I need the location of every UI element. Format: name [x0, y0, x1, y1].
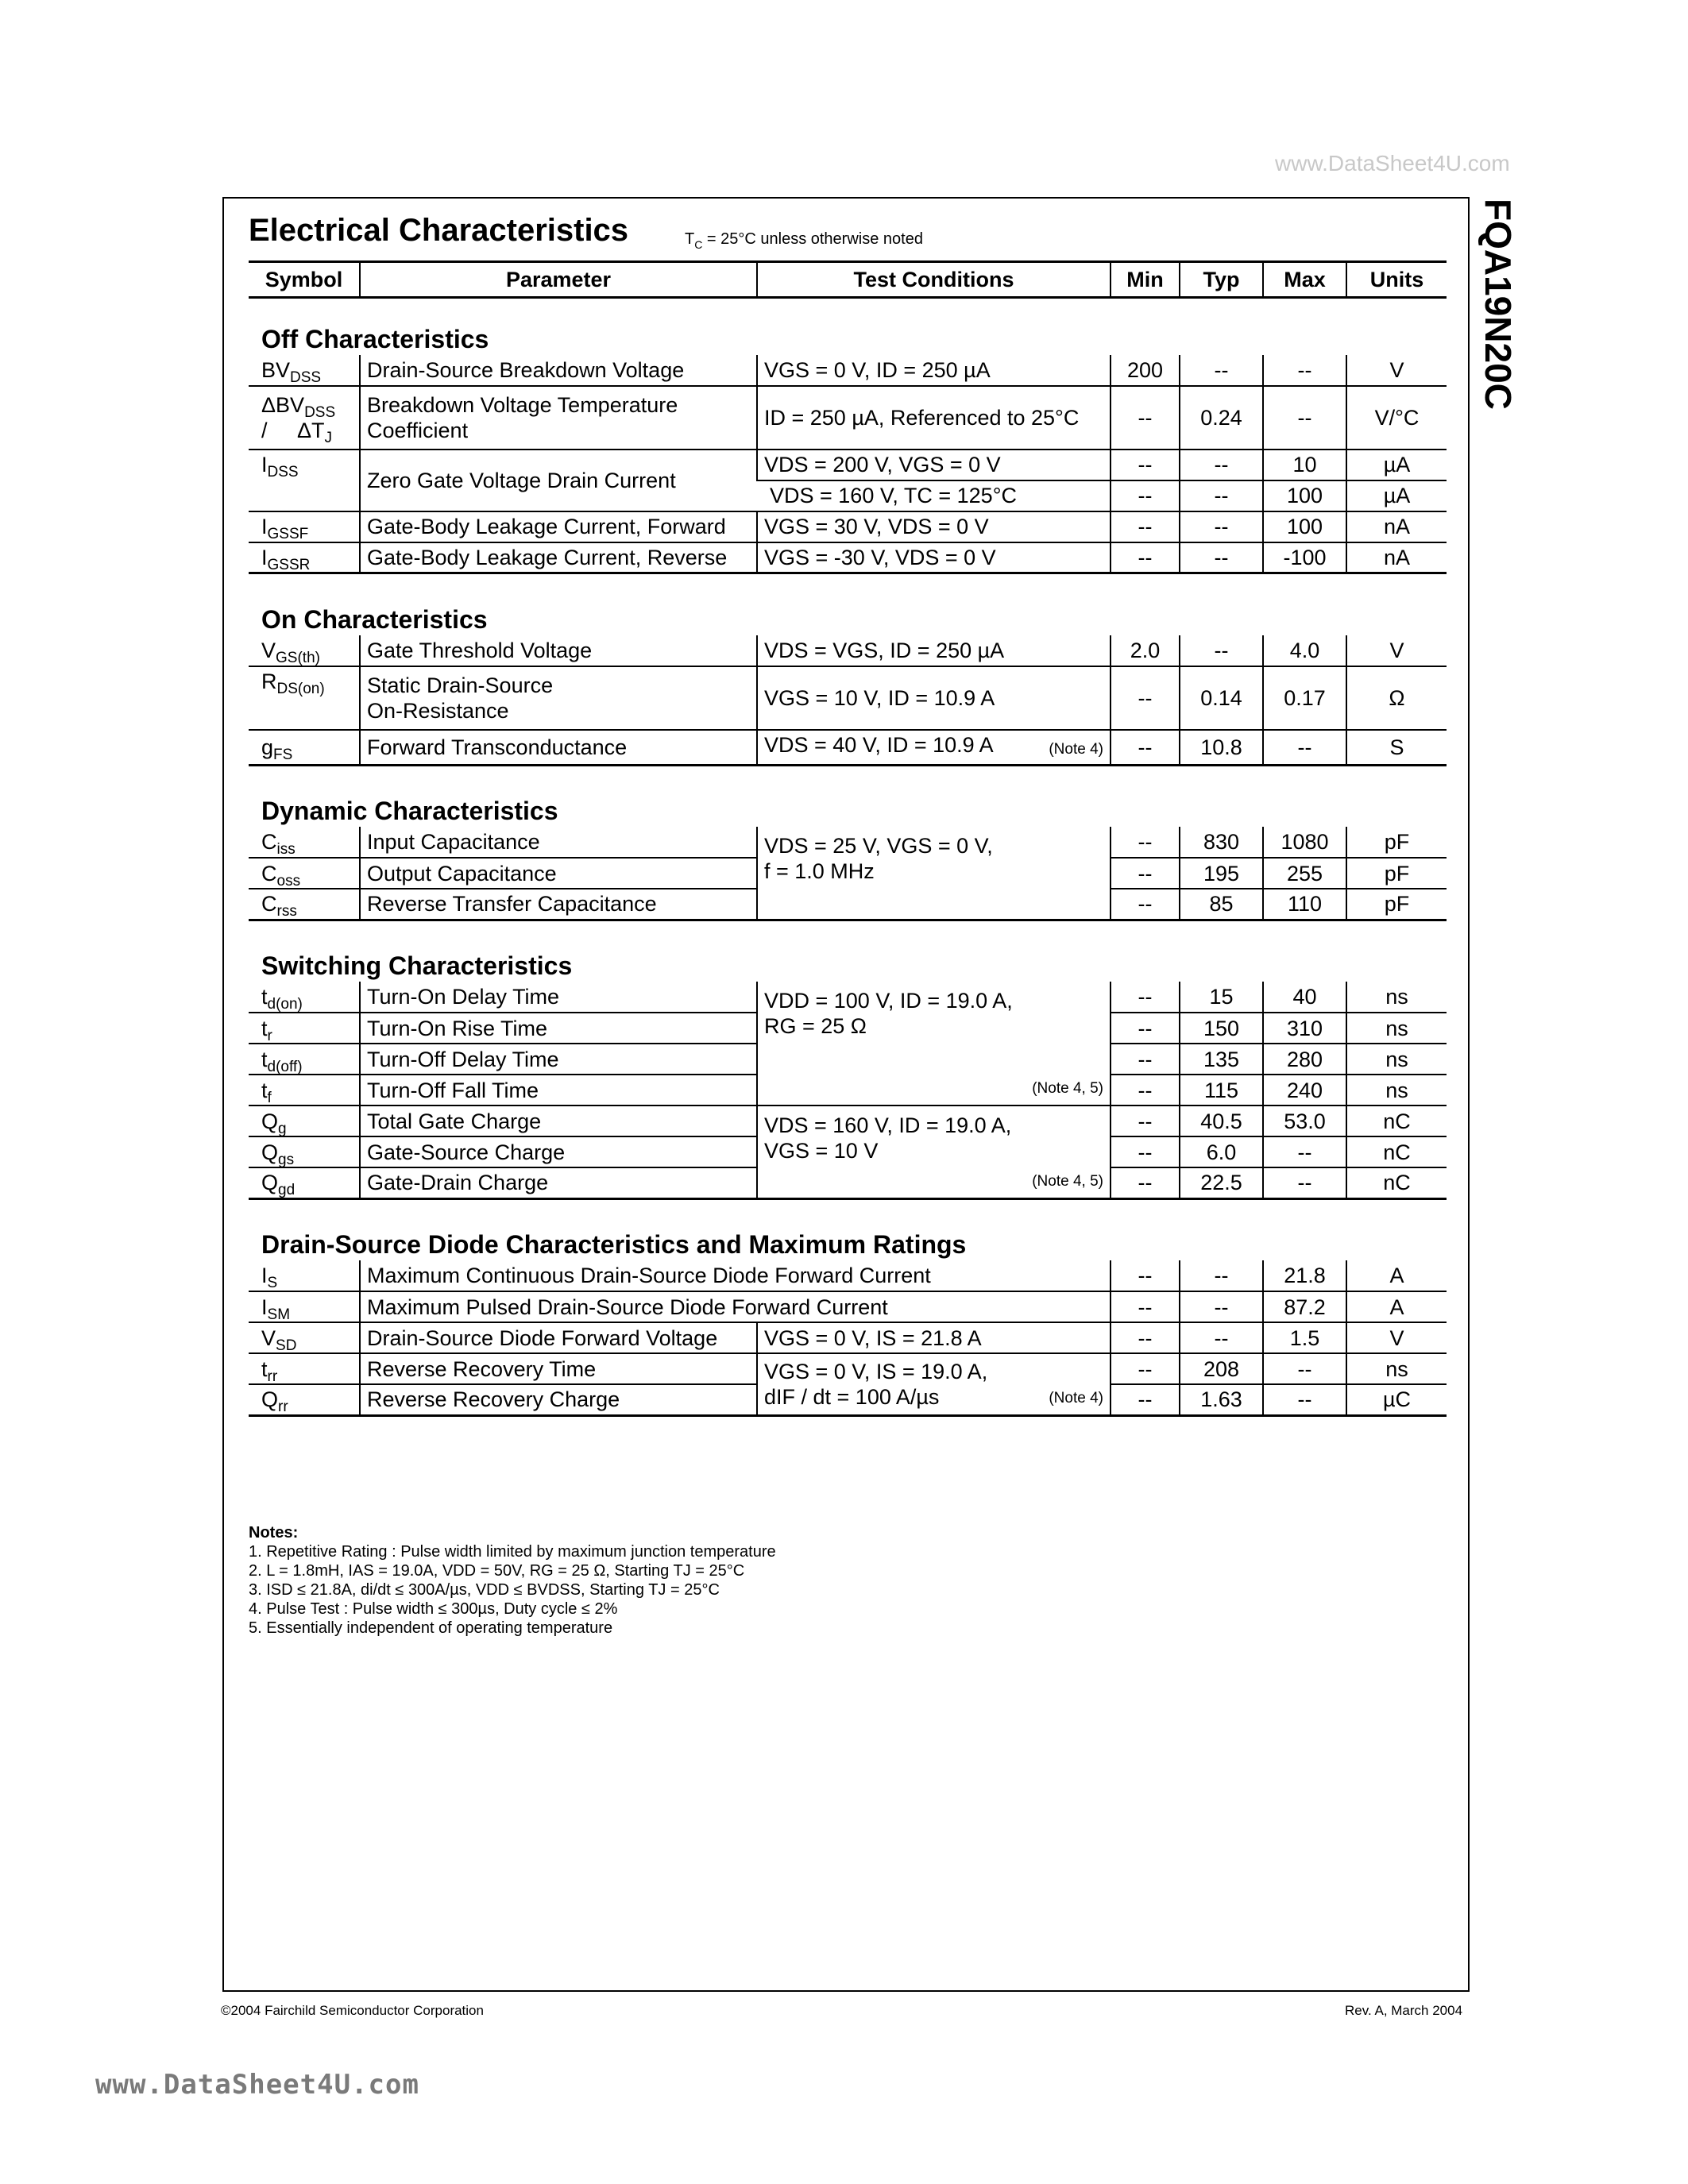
table-row: $C_{iss}$ Input Capacitance VDS = 25 V, VGS = 0 V, f = 1.0 MHz -- 830 1080 pF: [249, 827, 1447, 858]
table-row: $R_{DS(on)}$ Static Drain-Source On-Resistance VGS = 10 V, ID = 10.9 A -- 0.14 0.17 Ω: [249, 666, 1447, 730]
table-header-row: [249, 262, 1447, 298]
header-typ: Typ: [1180, 262, 1263, 298]
electrical-characteristics-table: [249, 260, 1447, 1417]
table-row: $t_r$ Turn-On Rise Time -- 150 310 ns: [249, 1013, 1447, 1044]
watermark-top: www.DataSheet4U.com: [1275, 151, 1510, 176]
header-test-conditions: Test Conditions: [757, 262, 1111, 298]
table-row: $t_f$ Turn-Off Fall Time -- 115 240 ns: [249, 1075, 1447, 1106]
table-row: $I_S$ Maximum Continuous Drain-Source Diode Forward Current -- -- 21.8 A: [249, 1260, 1447, 1291]
note-item: 2. L = 1.8mH, IAS = 19.0A, VDD = 50V, RG = 25 Ω, Starting TJ = 25°C: [249, 1562, 745, 1580]
table-row: $t_{rr}$ Reverse Recovery Time VGS = 0 V, IS = 19.0 A, dIF / dt = 100 A/µs (Note 4) -- 208 -- ns: [249, 1353, 1447, 1384]
table-row: $I_{SM}$ Maximum Pulsed Drain-Source Diode Forward Current -- -- 87.2 A: [249, 1291, 1447, 1322]
table-row: $C_{oss}$ Output Capacitance -- 195 255 pF: [249, 858, 1447, 889]
note-item: 4. Pulse Test : Pulse width ≤ 300µs, Duty cycle ≤ 2%: [249, 1600, 618, 1618]
notes: [249, 1523, 776, 1638]
table-row: $\Delta BV_{DSS}$ / $\Delta T_J$ Breakdown Voltage Temperature Coefficient ID = 250 µA, Referenced to 25°C -- 0.24 -- V/°C: [249, 386, 1447, 450]
table-row: $V_{SD}$ Drain-Source Diode Forward Voltage VGS = 0 V, IS = 21.8 A -- -- 1.5 V: [249, 1322, 1447, 1353]
table-row: $V_{GS(th)}$ Gate Threshold Voltage VDS = VGS, ID = 250 µA 2.0 -- 4.0 V: [249, 635, 1447, 666]
part-number-vertical: [1479, 199, 1517, 429]
table-row: $I_{DSS}$ Zero Gate Voltage Drain Current VDS = 200 V, VGS = 0 V -- -- 10 µA: [249, 450, 1447, 480]
table-row: $t_{d(off)}$ Turn-Off Delay Time -- 135 280 ns: [249, 1044, 1447, 1075]
section-switching: Switching Characteristics: [261, 951, 573, 980]
note-item: 3. ISD ≤ 21.8A, di/dt ≤ 300A/µs, VDD ≤ BVDSS, Starting TJ = 25°C: [249, 1581, 720, 1599]
table-row: $Q_{gd}$ Gate-Drain Charge -- 22.5 -- nC: [249, 1167, 1447, 1198]
table-row: $I_{GSSF}$ Gate-Body Leakage Current, Forward VGS = 30 V, VDS = 0 V -- -- 100 nA: [249, 511, 1447, 542]
table-row: $BV_{DSS}$ Drain-Source Breakdown Voltage VGS = 0 V, ID = 250 µA 200 -- -- V: [249, 355, 1447, 386]
section-title: Electrical Characteristics: [249, 213, 629, 248]
header-max: Max: [1263, 262, 1346, 298]
table-row: $Q_{rr}$ Reverse Recovery Charge -- 1.63 -- µC: [249, 1384, 1447, 1415]
footer-revision: Rev. A, March 2004: [1345, 2003, 1463, 2018]
note-item: 5. Essentially independent of operating temperature: [249, 1619, 613, 1637]
section-dynamic: Dynamic Characteristics: [261, 797, 558, 825]
notes-title: Notes:: [249, 1524, 299, 1542]
part-number: FQA19N20C: [1477, 199, 1519, 410]
section-diode: Drain-Source Diode Characteristics and Maximum Ratings: [261, 1230, 967, 1259]
table-row: $I_{GSSR}$ Gate-Body Leakage Current, Reverse VGS = -30 V, VDS = 0 V -- -- -100 nA: [249, 542, 1447, 573]
table-row: $t_{d(on)}$ Turn-On Delay Time VDD = 100 V, ID = 19.0 A, RG = 25 Ω (Note 4, 5) -- 15 40 ns: [249, 982, 1447, 1013]
section-off: Off Characteristics: [261, 324, 489, 353]
header-symbol: Symbol: [249, 262, 360, 298]
table-row: VDS = 160 V, TC = 125°C -- -- 100 µA: [249, 480, 1447, 511]
table-row: $g_{FS}$ Forward Transconductance VDS = 40 V, ID = 10.9 A (Note 4) -- 10.8 -- S: [249, 730, 1447, 766]
table-row: $C_{rss}$ Reverse Transfer Capacitance -- 85 110 pF: [249, 889, 1447, 920]
watermark-bottom: www.DataSheet4U.com: [95, 2069, 419, 2101]
header-min: Min: [1111, 262, 1180, 298]
table-row: $Q_g$ Total Gate Charge VDS = 160 V, ID = 19.0 A, VGS = 10 V (Note 4, 5) -- 40.5 53.0 nC: [249, 1106, 1447, 1136]
note-item: 1. Repetitive Rating : Pulse width limited by maximum junction temperature: [249, 1543, 776, 1561]
footer-copyright: ©2004 Fairchild Semiconductor Corporation: [221, 2003, 484, 2018]
header-units: Units: [1346, 262, 1447, 298]
section-on: On Characteristics: [261, 604, 488, 634]
temperature-condition: $T_C = 25^\circ C$ unless otherwise noted: [685, 230, 923, 251]
table-row: $Q_{gs}$ Gate-Source Charge -- 6.0 -- nC: [249, 1136, 1447, 1167]
header-parameter: Parameter: [360, 262, 757, 298]
